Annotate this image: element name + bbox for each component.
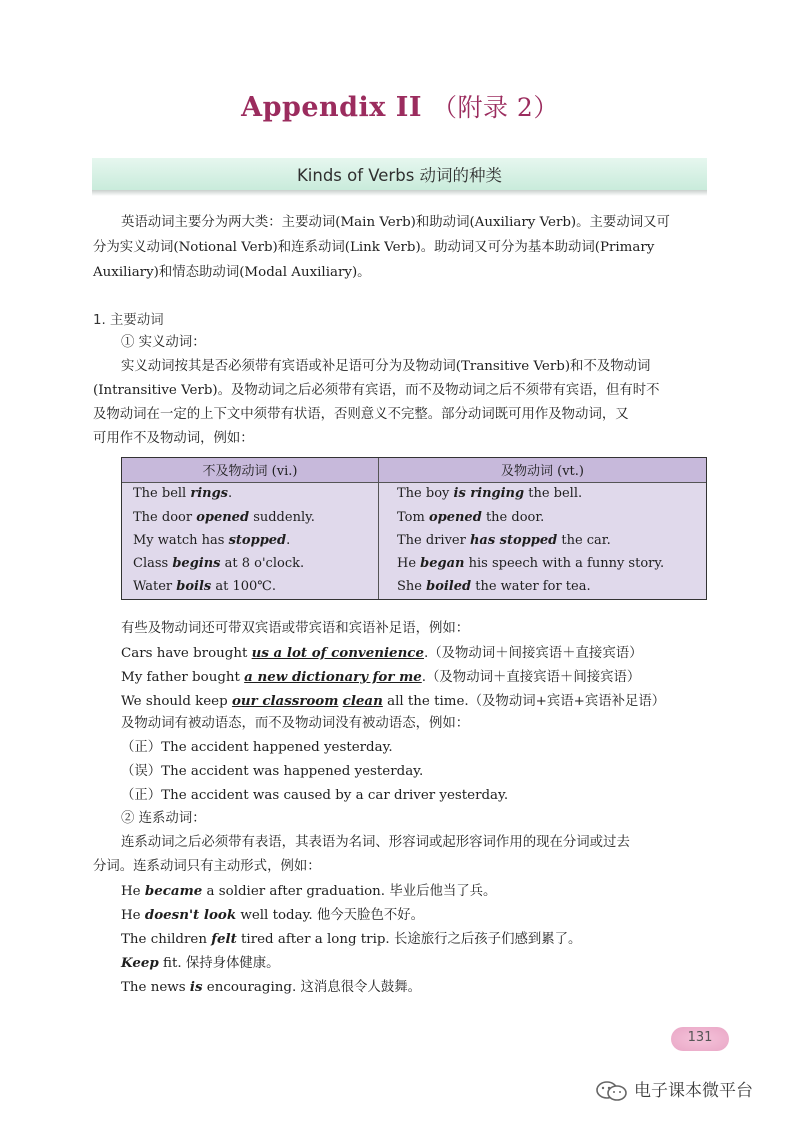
table-head-intransitive: 不及物动词 (vi.): [202, 464, 298, 479]
link-para-2: 分词。连系动词只有主动形式，例如：: [93, 859, 321, 874]
banner-title: Kinds of Verbs 动词的种类: [296, 166, 503, 185]
example-line: Cars have brought us a lot of convenience.（及物动词＋间接宾语＋直接宾语）: [121, 645, 643, 661]
table-row: The bell rings.: [133, 486, 233, 501]
page-title: [0, 88, 800, 124]
notional-para-4: 可用作不及物动词，例如：: [93, 431, 254, 446]
verb-table: [121, 457, 707, 600]
table-row: The boy is ringing the bell.: [397, 486, 583, 501]
notional-para-2: (Intransitive Verb)。及物动词之后必须带有宾语，而不及物动词之后不须带有宾语，但有时不: [93, 383, 660, 398]
example-line: Keep fit. 保持身体健康。: [121, 955, 280, 971]
passive-example-correct-2: （正）The accident was caused by a car driver yesterday.: [121, 788, 509, 803]
wechat-icon: [595, 1080, 629, 1102]
subsection-notional: ① 实义动词：: [121, 335, 206, 350]
table-divider: [378, 458, 379, 599]
example-line: We should keep our classroom clean all the time.（及物动词+宾语+宾语补足语）: [121, 693, 666, 709]
example-line: The news is encouraging. 这消息很令人鼓舞。: [121, 979, 421, 995]
page-number: 131: [687, 1030, 713, 1045]
intro-line-2: 分为实义动词(Notional Verb)和连系动词(Link Verb)。助动词又可分为基本助动词(Primary: [93, 240, 655, 255]
table-row: She boiled the water for tea.: [397, 579, 591, 594]
section-heading: 1. 主要动词: [93, 313, 164, 328]
double-object-lead: 有些及物动词还可带双宾语或带宾语和宾语补足语，例如：: [121, 621, 470, 636]
passive-example-correct: （正）The accident happened yesterday.: [121, 740, 393, 755]
example-line: My father bought a new dictionary for me.（及物动词＋直接宾语＋间接宾语）: [121, 669, 641, 685]
link-para-1: 连系动词之后必须带有表语，其表语为名词、形容词或起形容词作用的现在分词或过去: [121, 835, 630, 850]
title-en: Appendix II: [241, 92, 423, 123]
subsection-link: ② 连系动词：: [121, 811, 206, 826]
table-head-transitive: 及物动词 (vt.): [501, 464, 584, 479]
example-line: He doesn't look well today. 他今天脸色不好。: [121, 907, 425, 923]
passive-example-wrong: （误）The accident was happened yesterday.: [121, 764, 424, 779]
passive-lead: 及物动词有被动语态，而不及物动词没有被动语态，例如：: [121, 716, 470, 731]
table-row: The door opened suddenly.: [133, 510, 315, 525]
table-row: Water boils at 100℃.: [133, 579, 276, 594]
table-row: He began his speech with a funny story.: [397, 556, 665, 571]
intro-line-3: Auxiliary)和情态助动词(Modal Auxiliary)。: [93, 265, 371, 280]
title-cn: （附录 2）: [431, 93, 559, 122]
banner-shadow: [92, 190, 707, 196]
table-row: Tom opened the door.: [397, 510, 545, 525]
notional-para-1: 实义动词按其是否必须带有宾语或补足语可分为及物动词(Transitive Verb)和不及物动词: [121, 359, 651, 374]
intro-line-1: 英语动词主要分为两大类：主要动词(Main Verb)和助动词(Auxiliary Verb)。主要动词又可: [121, 215, 670, 230]
table-row: My watch has stopped.: [133, 533, 291, 548]
table-row: The driver has stopped the car.: [397, 533, 611, 548]
example-line: He became a soldier after graduation. 毕业后他当了兵。: [121, 883, 497, 899]
notional-para-3: 及物动词在一定的上下文中须带有状语，否则意义不完整。部分动词既可用作及物动词，又: [93, 407, 629, 422]
watermark-text: 电子课本微平台: [634, 1081, 753, 1101]
table-row: Class begins at 8 o'clock.: [133, 556, 305, 571]
example-line: The children felt tired after a long trip. 长途旅行之后孩子们感到累了。: [121, 931, 582, 947]
